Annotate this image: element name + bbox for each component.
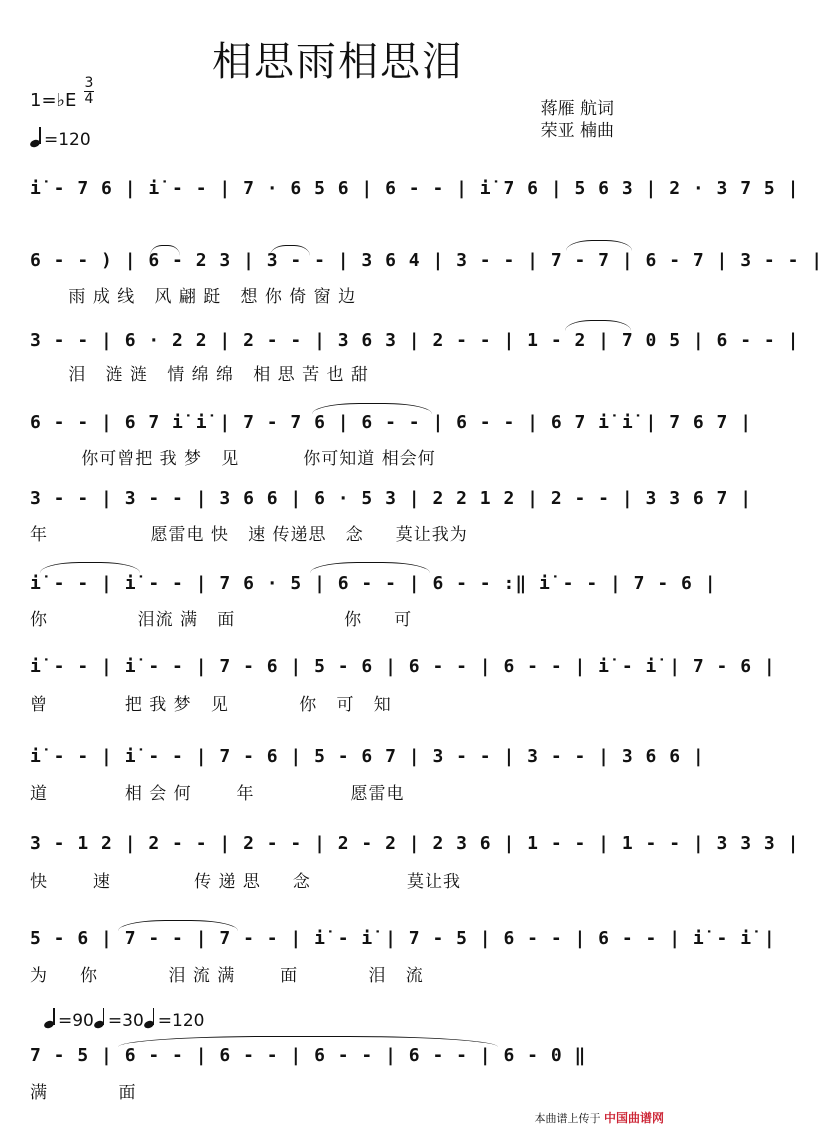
lyric-row-5: 年 愿雷电 快 速 传递思 念 莫让我为 — [30, 525, 468, 545]
footer — [534, 1109, 664, 1126]
slur-arc — [566, 240, 632, 251]
slur-arc — [270, 245, 310, 256]
lyric-row-7: 曾 把 我 梦 见 你 可 知 — [30, 695, 392, 715]
quarter-note-icon — [30, 129, 42, 147]
score-row-11: 7 - 5 | 6 - - | 6 - - | 6 - - | 6 - - | 6 - 0 ‖ — [30, 1045, 587, 1066]
score-row-8: i̇ - - | i̇ - - | 7 - 6 | 5 - 6 7 | 3 - - | 3 - - | 3 6 6 | — [30, 746, 705, 767]
lyric-row-3: 泪 涟 涟 情 绵 绵 相 思 苦 也 甜 — [30, 365, 369, 385]
score-row-3: 3 - - | 6 · 2 2 | 2 - - | 3 6 3 | 2 - - | 1 - 2 | 7 0 5 | 6 - - | — [30, 330, 800, 351]
site-brand[interactable]: 中国曲谱网 — [603, 1111, 664, 1125]
score-row-4: 6 - - | 6 7 i̇ i̇ | 7 - 7 6 | 6 - - | 6 - - | 6 7 i̇ i̇ | 7 6 7 | — [30, 412, 753, 433]
score-row-1: i̇ - 7 6 | i̇ - - | 7 · 6 5 6 | 6 - - | i̇ 7 6 | 5 6 3 | 2 · 3 7 5 | — [30, 178, 800, 199]
lyric-row-6: 你 泪流 满 面 你 可 — [30, 610, 413, 630]
slur-arc — [118, 1036, 498, 1047]
score-row-9: 3 - 1 2 | 2 - - | 2 - - | 2 - 2 | 2 3 6 | 1 - - | 1 - - | 3 3 3 | — [30, 833, 800, 854]
slur-arc — [312, 403, 432, 414]
tempo-change-1: =90 — [58, 1011, 94, 1031]
score-row-10: 5 - 6 | 7 - - | 7 - - | i̇ - i̇ | 7 - 5 | 6 - - | 6 - - | i̇ - i̇ | — [30, 928, 776, 949]
composer-credit: 荣亚 楠曲 — [540, 121, 614, 141]
key-signature: 1=♭E — [30, 90, 77, 111]
credits — [541, 98, 614, 142]
lyric-row-2: 雨 成 线 风 翩 跹 想 你 倚 窗 边 — [30, 287, 357, 307]
lyric-row-8: 道 相 会 何 年 愿雷电 — [30, 784, 405, 804]
tempo-value: =120 — [44, 130, 91, 150]
lyricist-credit: 蒋雁 航词 — [540, 99, 614, 119]
slur-arc — [118, 920, 238, 931]
lyric-row-9: 快 速 传 递 思 念 莫让我 — [30, 872, 461, 892]
score-row-2: 6 - - ) | 6 - 2 3 | 3 - - | 3 6 4 | 3 - - | 7 - 7 | 6 - 7 | 3 - - | — [30, 250, 823, 271]
lyric-row-4: 你可曾把 我 梦 见 你可知道 相会何 — [30, 449, 436, 469]
slur-arc — [310, 562, 430, 573]
tempo-change-3: =120 — [157, 1011, 205, 1031]
score-row-5: 3 - - | 3 - - | 3 6 6 | 6 · 5 3 | 2 2 1 2 | 2 - - | 3 3 6 7 | — [30, 488, 753, 509]
lyric-row-10: 为 你 泪 流 满 面 泪 流 — [30, 966, 424, 986]
slur-arc — [565, 320, 631, 331]
tempo-marking — [30, 129, 91, 150]
slur-arc — [150, 245, 180, 256]
quarter-note-icon — [94, 1010, 106, 1028]
quarter-note-icon — [44, 1010, 56, 1028]
score-row-7: i̇ - - | i̇ - - | 7 - 6 | 5 - 6 | 6 - - | 6 - - | i̇ - i̇ | 7 - 6 | — [30, 656, 776, 677]
time-signature — [84, 76, 94, 107]
tempo-change — [44, 1010, 204, 1031]
meter-bottom: 4 — [84, 91, 94, 107]
meter-top: 3 — [84, 75, 94, 91]
lyric-row-11: 满 面 — [30, 1083, 137, 1103]
footer-prefix: 本曲谱上传于 — [534, 1112, 601, 1125]
slur-arc — [40, 562, 140, 573]
quarter-note-icon — [144, 1010, 156, 1028]
tempo-change-2: =30 — [107, 1011, 144, 1031]
song-title: 相思雨相思泪 — [212, 39, 464, 85]
score-row-6: i̇ - - | i̇ - - | 7 6 · 5 | 6 - - | 6 - - :‖ i̇ - - | 7 - 6 | — [30, 573, 717, 594]
